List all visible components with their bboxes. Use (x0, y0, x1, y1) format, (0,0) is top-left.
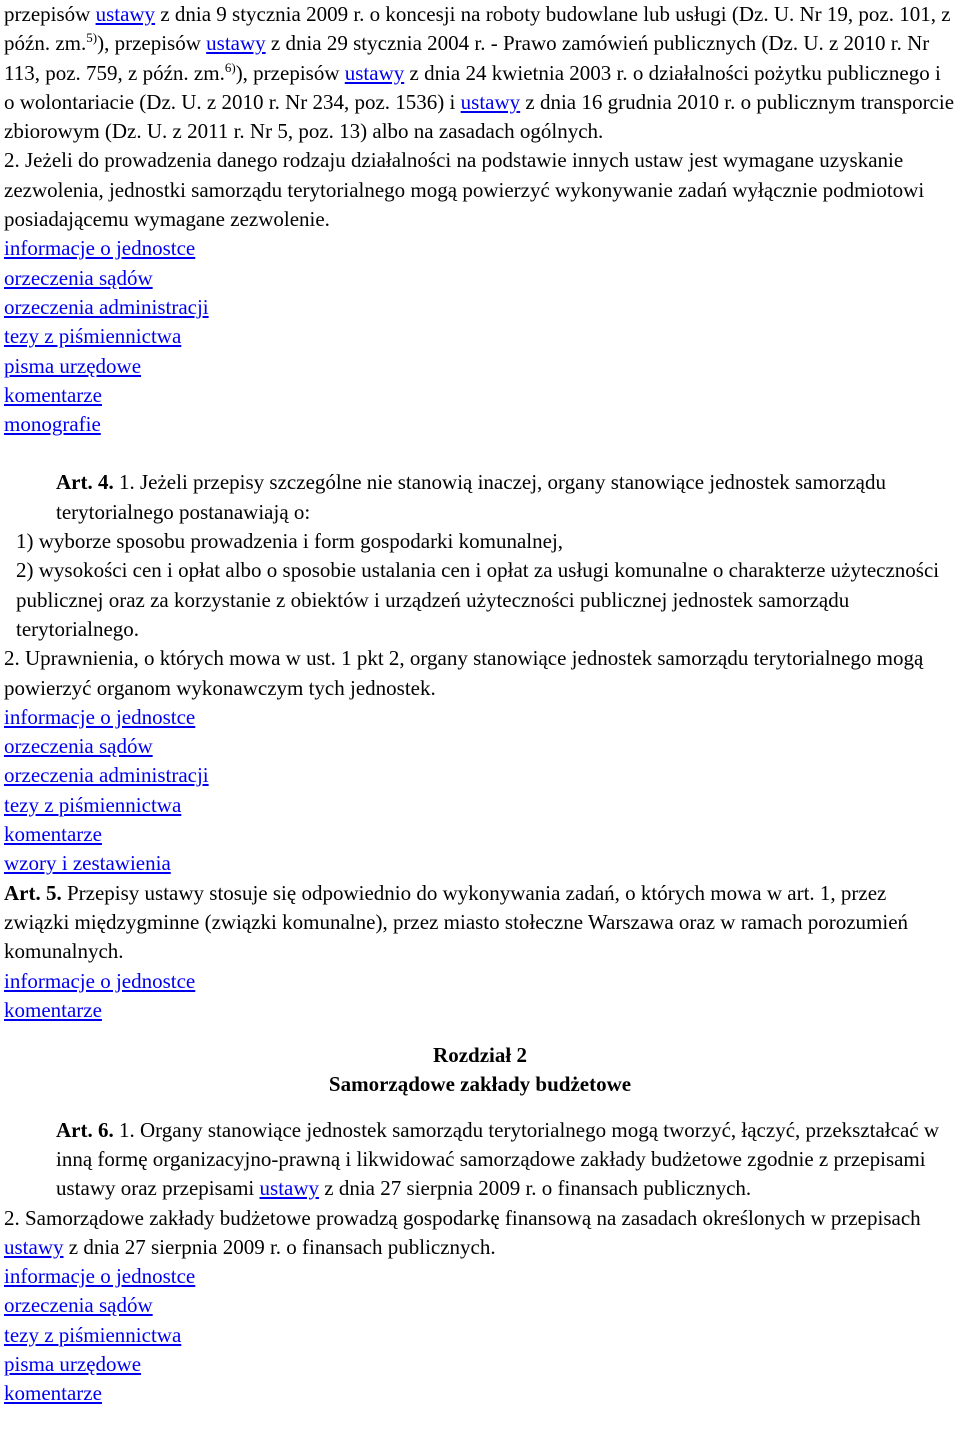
art4-item-1: 1) wyborze sposobu prowadzenia i form gospodarki komunalnej, (16, 529, 564, 554)
art4-paragraph-2: 2. Uprawnienia, o których mowa w ust. 1 pkt 2, organy stanowiące jednostek samorządu terytorialnego mogą powierzyć organom wykonawczym tych jednostek. (4, 646, 924, 700)
spacer (4, 1100, 956, 1116)
art6-paragraph-2: 2. Samorządowe zakłady budżetowe prowadzą gospodarkę finansową na zasadach określonych w przepisach ustawy z dnia 27 sierpnia 2009 r. o finansach publicznych. (4, 1205, 921, 1259)
law-link-public-finance[interactable]: ustawy (259, 1176, 320, 1201)
link-company-info[interactable]: informacje o jednostce (4, 1264, 196, 1289)
link-literature-theses[interactable]: tezy z piśmiennictwa (4, 1322, 182, 1347)
link-literature-theses[interactable]: tezy z piśmiennictwa (4, 324, 182, 349)
spacer (4, 439, 956, 468)
art3-paragraph-2: 2. Jeżeli do prowadzenia danego rodzaju działalności na podstawie innych ustaw jest wymagane uzyskanie zezwolenia, jednostki samorządu terytorialnego mogą powierzyć wykonywanie zadań wyłącznie podmiotowi posiadającemu wymagane zezwolenie. (4, 148, 925, 232)
related-links-art4 (4, 703, 956, 879)
link-commentaries[interactable]: komentarze (4, 997, 102, 1022)
art5-paragraph: Art. 5. Przepisy ustawy stosuje się odpowiednio do wykonywania zadań, o których mowa w art. 1, przez związki międzygminne (związki komunalne), przez miasto stołeczne Warszawa oraz w ramach porozumień komunalnych. (4, 880, 909, 964)
article-heading: Art. 5. (4, 880, 62, 905)
art4-item-2: 2) wysokości cen i opłat albo o sposobie ustalania cen i opłat za usługi komunalne o charakterze użyteczności publicznej oraz za korzystanie z obiektów i urządzeń użyteczności publicznej jednostek samorządu terytorialnego. (16, 558, 940, 641)
link-court-rulings[interactable]: orzeczenia sądów (4, 1293, 153, 1318)
law-link-public-transport[interactable]: ustawy (460, 89, 521, 114)
link-commentaries[interactable]: komentarze (4, 822, 102, 847)
chapter-title: Rozdział 2 (433, 1043, 527, 1068)
link-templates[interactable]: wzory i zestawienia (4, 851, 171, 876)
footnote-ref-5[interactable]: 5) (86, 30, 98, 46)
law-link-concession[interactable]: ustawy (95, 2, 156, 26)
related-links-art5 (4, 967, 956, 1026)
link-official-letters[interactable]: pisma urzędowe (4, 353, 142, 378)
link-company-info[interactable]: informacje o jednostce (4, 968, 196, 993)
art3-continuation-paragraph: przepisów ustawy z dnia 9 stycznia 2009 r. o koncesji na roboty budowlane lub usługi (Dz. U. Nr 19, poz. 101, z późn. zm.$^{5)}$), przepisów ustawy z dnia 29 stycznia 2004 r. - Prawo zamówień publicznych (Dz. U. z 2010 r. Nr 113, poz. 759, z późn. zm.$^{6)}$), przepisów ustawy z dnia 24 kwietnia 2003 r. o działalności pożytku publicznego i o wolontariacie (Dz. U. z 2010 r. Nr 234, poz. 1536) i ustawy z dnia 16 grudnia 2010 r. o publicznym transporcie zbiorowym (Dz. U. z 2011 r. Nr 5, poz. 13) albo na zasadach ogólnych. (4, 2, 955, 144)
spacer (4, 1025, 956, 1041)
link-administrative-rulings[interactable]: orzeczenia administracji (4, 763, 209, 788)
law-link-public-finance[interactable]: ustawy (4, 1234, 64, 1259)
footnote-ref-6[interactable]: 6) (224, 59, 236, 75)
link-company-info[interactable]: informacje o jednostce (4, 236, 196, 261)
link-commentaries[interactable]: komentarze (4, 1381, 102, 1406)
article-heading: Art. 6. (56, 1117, 114, 1142)
law-link-public-benefit[interactable]: ustawy (344, 60, 405, 85)
link-monographs[interactable]: monografie (4, 412, 101, 437)
related-links-art3 (4, 234, 956, 439)
link-administrative-rulings[interactable]: orzeczenia administracji (4, 294, 209, 319)
link-official-letters[interactable]: pisma urzędowe (4, 1352, 142, 1377)
related-links-art6 (4, 1262, 956, 1408)
art6-paragraph-1: Art. 6. 1. Organy stanowiące jednostek samorządu terytorialnego mogą tworzyć, łączyć, przekształcać w inną formę organizacyjno-prawną i likwidować samorządowe zakłady budżetowe zgodnie z przepisami ustawy oraz przepisami ustawy z dnia 27 sierpnia 2009 r. o finansach publicznych. (56, 1117, 940, 1201)
link-court-rulings[interactable]: orzeczenia sądów (4, 265, 153, 290)
chapter-subtitle: Samorządowe zakłady budżetowe (328, 1072, 632, 1097)
art4-paragraph-1: Art. 4. 1. Jeżeli przepisy szczególne nie stanowią inaczej, organy stanowiące jednostek samorządu terytorialnego postanawiają o: (56, 470, 886, 524)
link-literature-theses[interactable]: tezy z piśmiennictwa (4, 792, 182, 817)
link-court-rulings[interactable]: orzeczenia sądów (4, 734, 153, 759)
law-link-public-procurement[interactable]: ustawy (206, 31, 266, 56)
article-heading: Art. 4. (56, 470, 114, 495)
link-company-info[interactable]: informacje o jednostce (4, 704, 196, 729)
link-commentaries[interactable]: komentarze (4, 382, 102, 407)
